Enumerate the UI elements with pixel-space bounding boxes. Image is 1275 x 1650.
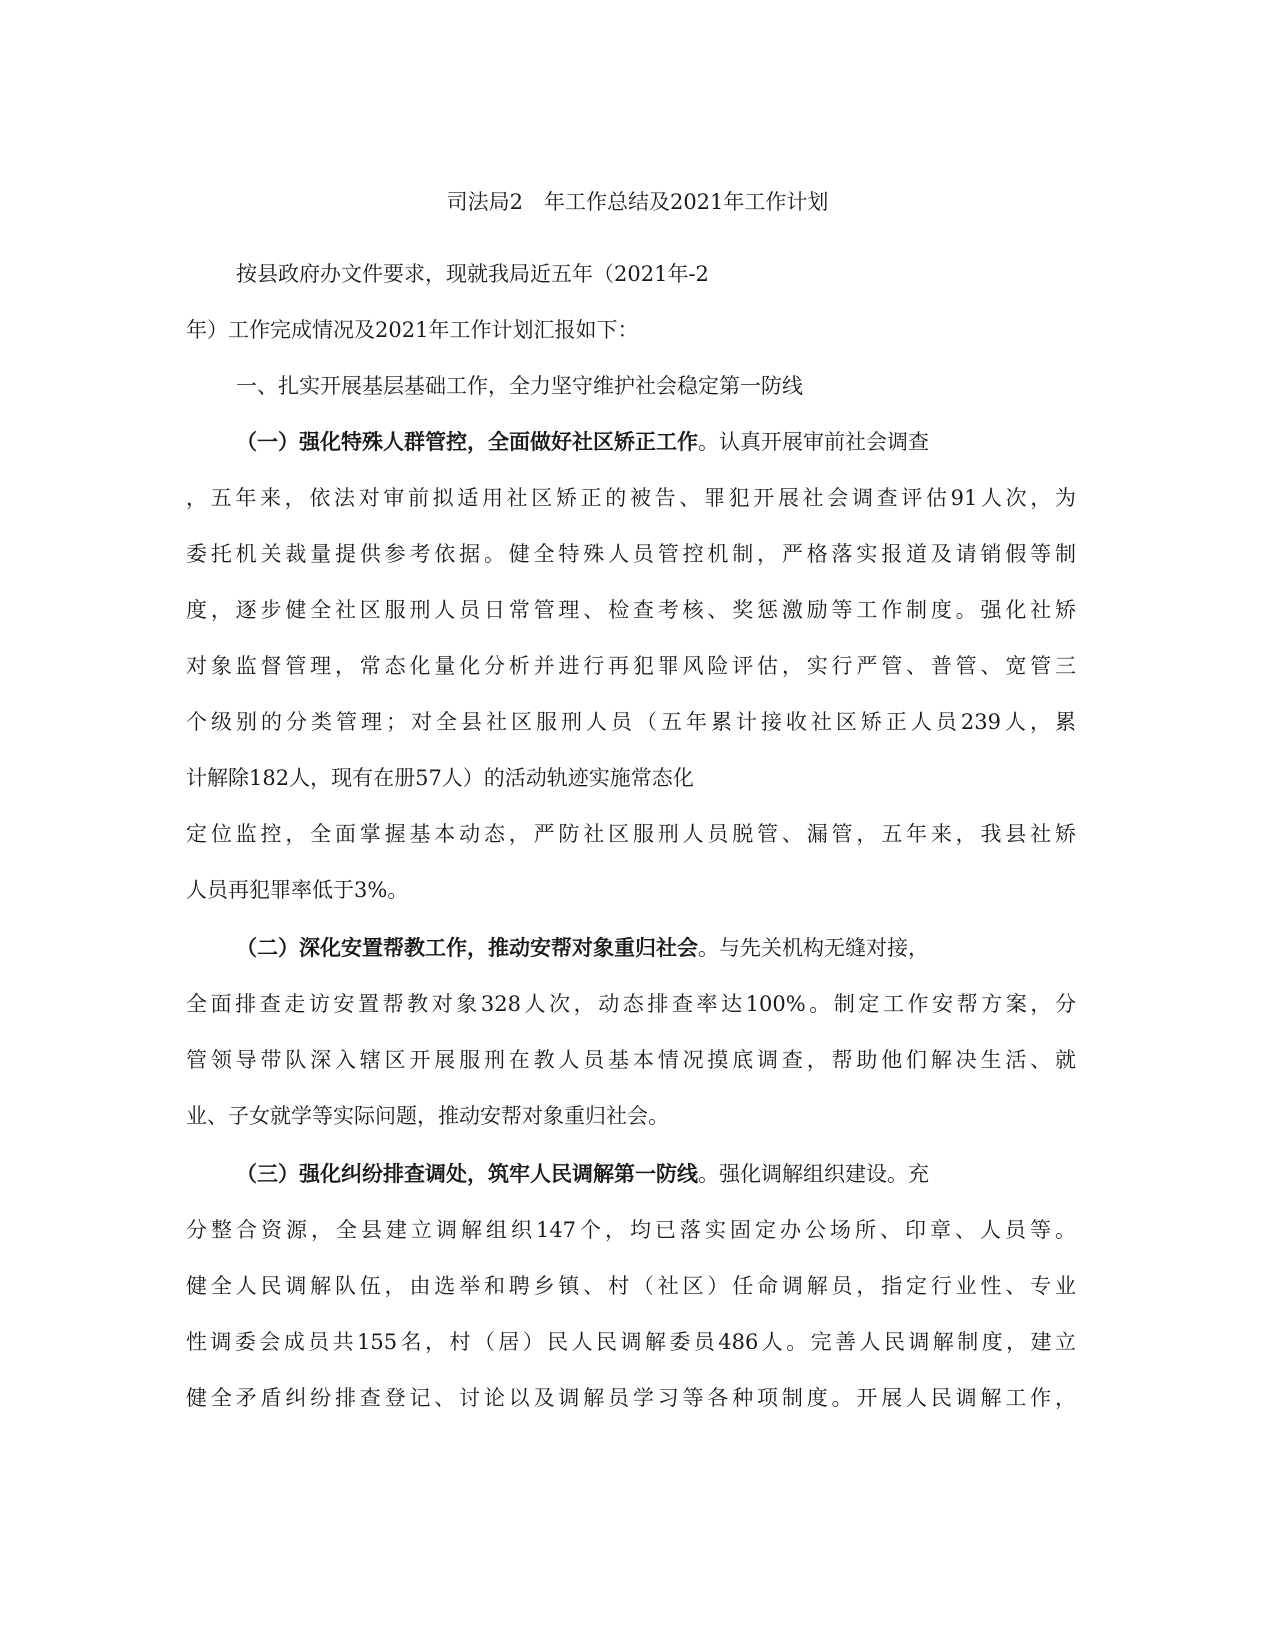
sub3-heading: （三）强化纠纷排查调处，筑牢人民调解第一防线	[236, 1161, 698, 1186]
sub2-first-line	[236, 934, 929, 962]
sub1-line: 委托机关裁量提供参考依据。健全特殊人员管控机制，严格落实报道及请销假等制	[186, 542, 1076, 566]
sub3-line: 分整合资源，全县建立调解组织147个，均已落实固定办公场所、印章、人员等。	[186, 1218, 1076, 1242]
sub1-first-rest: 。认真开展审前社会调查	[698, 430, 929, 454]
intro-line-2: 年）工作完成情况及2021年工作计划汇报如下：	[186, 318, 639, 342]
sub1-line: 计解除182人，现有在册57人）的活动轨迹实施常态化	[186, 766, 694, 790]
sub1-line: 度，逐步健全社区服刑人员日常管理、检查考核、奖惩激励等工作制度。强化社矫	[186, 598, 1076, 622]
sub2-first-rest: 。与先关机构无缝对接，	[698, 936, 929, 960]
sub1-first-line	[236, 428, 929, 456]
sub2-line: 业、子女就学等实际问题，推动安帮对象重归社会。	[186, 1104, 669, 1128]
sub2-heading: （二）深化安置帮教工作，推动安帮对象重归社会	[236, 935, 698, 960]
sub1-line: 个级别的分类管理；对全县社区服刑人员（五年累计接收社区矫正人员239人，累	[186, 710, 1076, 734]
section-1-heading: 一、扎实开展基层基础工作，全力坚守维护社会稳定第一防线	[236, 374, 803, 398]
intro-line-1: 按县政府办文件要求，现就我局近五年（2021年-2	[236, 262, 709, 286]
sub1-line: 对象监督管理，常态化量化分析并进行再犯罪风险评估，实行严管、普管、宽管三	[186, 654, 1076, 678]
sub3-line: 性调委会成员共155名，村（居）民人民调解委员486人。完善人民调解制度，建立	[186, 1330, 1076, 1354]
sub3-line: 健全人民调解队伍，由选举和聘乡镇、村（社区）任命调解员，指定行业性、专业	[186, 1274, 1076, 1298]
sub1-line: 定位监控，全面掌握基本动态，严防社区服刑人员脱管、漏管，五年来，我县社矫	[186, 822, 1076, 846]
sub3-line: 健全矛盾纠纷排查登记、讨论以及调解员学习等各种项制度。开展人民调解工作，	[186, 1386, 1076, 1410]
sub3-first-line	[236, 1160, 929, 1188]
sub3-first-rest: 。强化调解组织建设。充	[698, 1162, 929, 1186]
sub2-line: 全面排查走访安置帮教对象328人次，动态排查率达100%。制定工作安帮方案，分	[186, 992, 1076, 1016]
document-title: 司法局2 年工作总结及2021年工作计划	[446, 190, 829, 214]
sub1-line: 人员再犯罪率低于3%。	[186, 878, 409, 902]
sub1-heading: （一）强化特殊人群管控，全面做好社区矫正工作	[236, 429, 698, 454]
sub2-line: 管领导带队深入辖区开展服刑在教人员基本情况摸底调查，帮助他们解决生活、就	[186, 1048, 1076, 1072]
sub1-line: ，五年来，依法对审前拟适用社区矫正的被告、罪犯开展社会调查评估91人次，为	[186, 486, 1076, 510]
